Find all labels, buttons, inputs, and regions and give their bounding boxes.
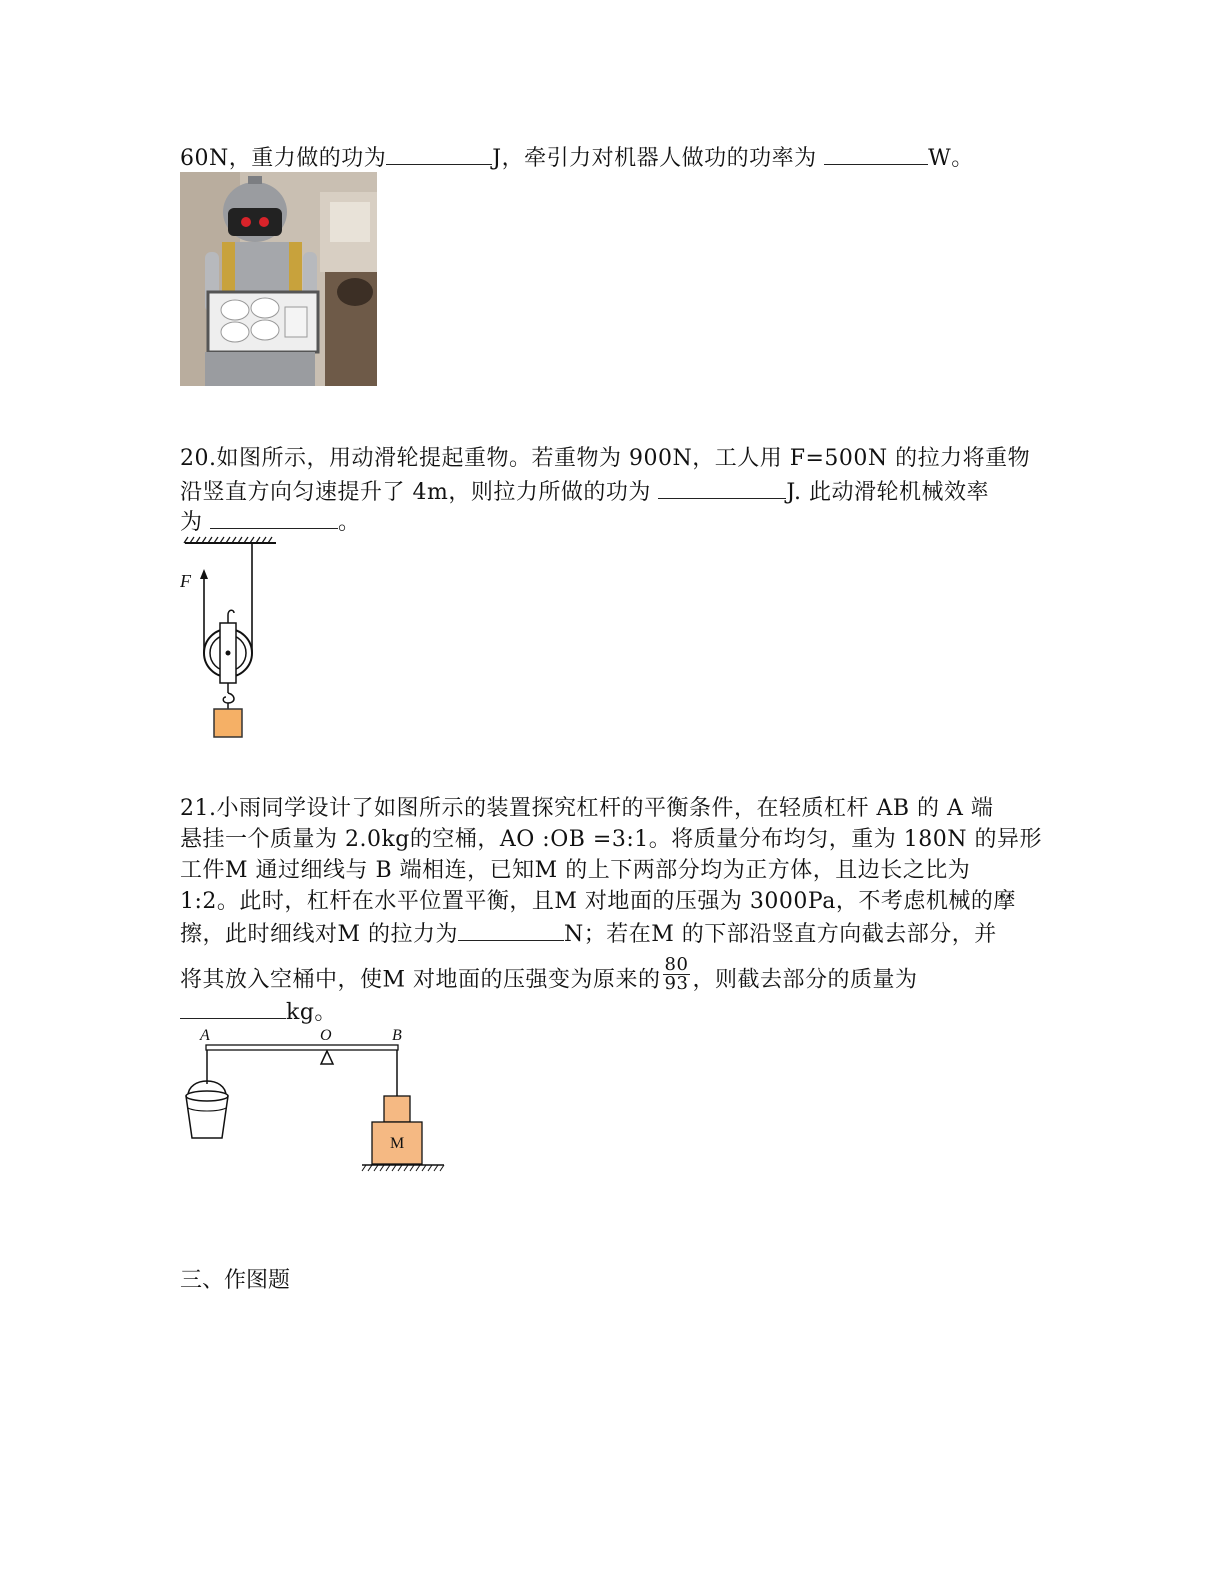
q21-line-2: 悬挂一个质量为 2.0kg的空桶，AO :OB =3:1。将质量分布均匀，重为 180N 的异形 — [180, 827, 1042, 852]
q20-text-c: 为 — [180, 510, 203, 535]
label-m: M — [390, 1135, 405, 1152]
q19-blank-power[interactable] — [824, 142, 928, 165]
force-label: F — [180, 571, 191, 591]
q21-line-4: 1:2。此时，杠杆在水平位置平衡，且M 对地面的压强为 3000Pa，不考虑机械的摩 — [180, 889, 1016, 914]
robot-photo — [180, 172, 377, 386]
pulley-figure — [180, 535, 290, 745]
pressure-fraction — [663, 956, 691, 993]
q20-text-d: 。 — [338, 510, 361, 535]
q19-line — [180, 142, 974, 174]
q21-text-a: 擦，此时细线对M 的拉力为 — [180, 922, 459, 947]
label-b: B — [392, 1027, 402, 1044]
q21-line-6 — [180, 954, 918, 999]
label-a: A — [200, 1027, 210, 1044]
q19-text-a: 60N，重力做的功为 — [180, 146, 387, 171]
q20-text-b: J. 此动滑轮机械效率 — [786, 480, 989, 505]
q21-line-3: 工件M 通过细线与 B 端相连，已知M 的上下两部分均为正方体，且边长之比为 — [180, 858, 971, 883]
section-heading: 三、作图题 — [180, 1268, 291, 1293]
q21-line-1: 21.小雨同学设计了如图所示的装置探究杠杆的平衡条件，在轻质杠杆 AB 的 A 端 — [180, 796, 994, 821]
q20-blank-efficiency[interactable] — [210, 506, 338, 529]
q20-line-3 — [180, 506, 361, 538]
label-o: O — [320, 1027, 332, 1044]
q19-text-c: W。 — [928, 146, 974, 171]
lever-figure — [176, 1024, 451, 1174]
q20-line-2 — [180, 476, 989, 508]
q21-text-d: ，则截去部分的质量为 — [692, 967, 918, 993]
q20-text-a: 沿竖直方向匀速提升了 4m，则拉力所做的功为 — [180, 480, 651, 505]
q19-text-b: J，牵引力对机器人做功的功率为 — [492, 146, 817, 171]
q20-line-1: 20.如图所示，用动滑轮提起重物。若重物为 900N，工人用 F=500N 的拉力将重物 — [180, 446, 1031, 471]
q21-blank-mass[interactable] — [180, 996, 286, 1019]
q20-blank-work[interactable] — [658, 476, 786, 499]
q21-line-5 — [180, 918, 997, 950]
q21-text-c: 将其放入空桶中，使M 对地面的压强变为原来的 — [180, 967, 661, 993]
fraction-denominator: 93 — [664, 973, 689, 994]
q21-text-e: kg。 — [286, 1000, 337, 1025]
q21-blank-tension[interactable] — [458, 918, 564, 941]
q19-blank-work[interactable] — [386, 142, 492, 165]
q21-text-b: N；若在M 的下部沿竖直方向截去部分，并 — [564, 922, 997, 947]
fraction-numerator: 80 — [664, 954, 689, 975]
